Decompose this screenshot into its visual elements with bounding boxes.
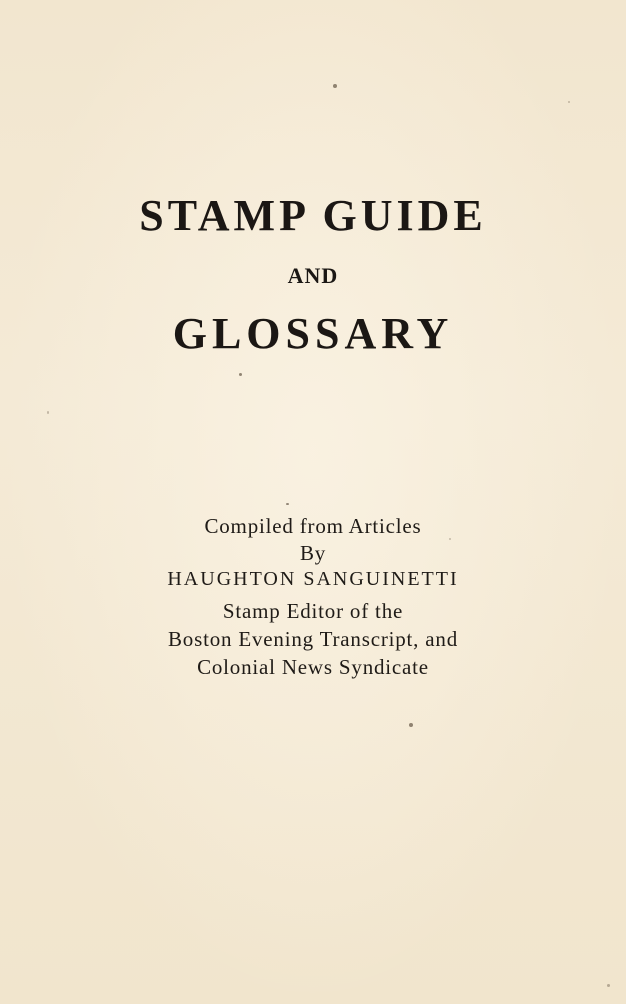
compiled-from-text: Compiled from Articles [204,514,422,538]
author-name: HAUGHTON SANGUINETTI [167,568,459,590]
paper-speck [333,84,337,88]
syndicate-name: Colonial News Syndicate [197,655,429,679]
paper-speck [239,373,242,376]
by-text: By [299,541,327,565]
paper-speck [286,503,289,505]
paper-speck [449,538,451,540]
author-role: Stamp Editor of the [222,599,404,623]
paper-speck [607,984,610,987]
title-and: AND [287,263,339,288]
paper-speck [568,101,570,103]
title-stamp-guide: STAMP GUIDE [139,191,487,240]
paper-speck [47,411,49,414]
title-glossary: GLOSSARY [172,309,454,358]
publication-name: Boston Evening Transcript, and [168,627,458,651]
paper-speck [409,723,413,727]
